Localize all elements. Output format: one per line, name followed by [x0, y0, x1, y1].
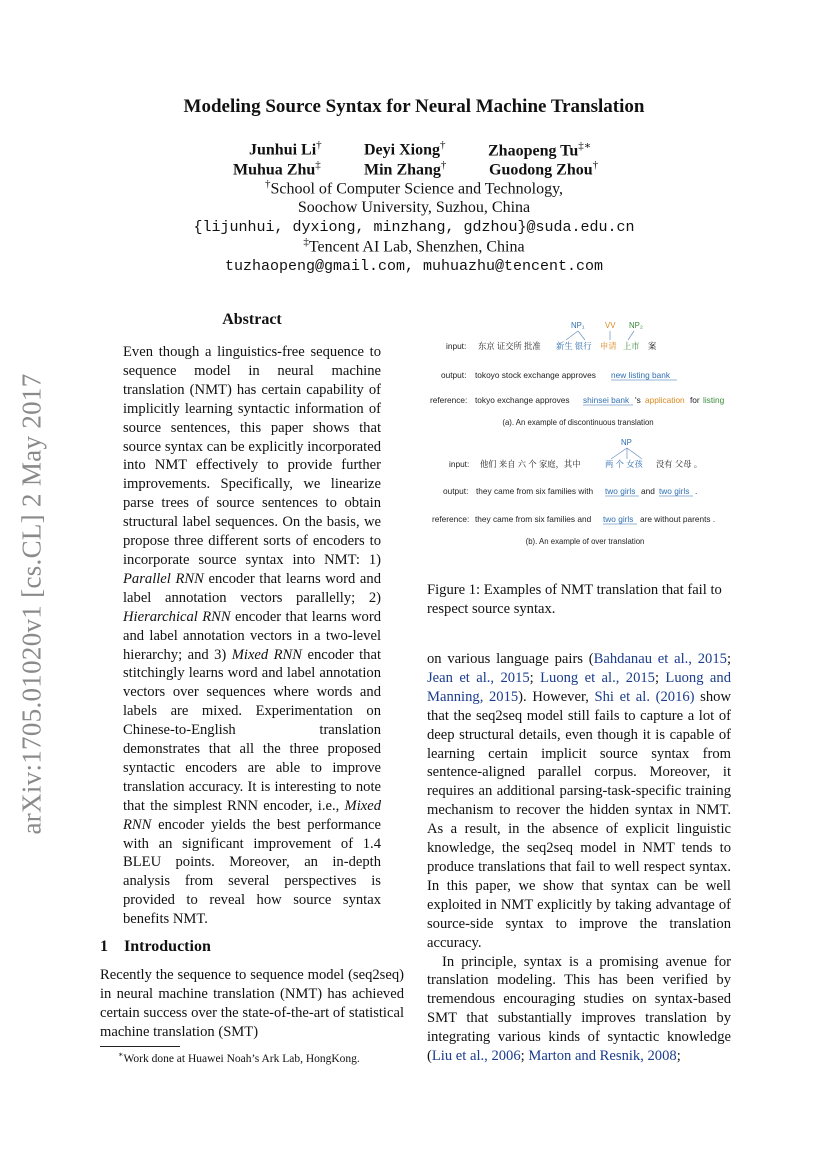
- reference-text: for: [690, 395, 700, 405]
- input-vv-span: 申请: [600, 341, 617, 351]
- figure-caption: Figure 1: Examples of NMT translation that fail to respect source syntax.: [427, 582, 722, 617]
- citation-link[interactable]: Luong and Manning, 2015: [427, 669, 731, 705]
- footnote-divider: [100, 1046, 180, 1047]
- reference-text: tokyo exchange approves: [475, 395, 570, 405]
- section-heading-introduction: 1 Introduction: [100, 938, 211, 955]
- input-source-text: 东京 证交所 批准: [478, 341, 541, 351]
- reference-vv-span: application: [645, 395, 685, 405]
- author-name: Muhua Zhu‡: [233, 159, 321, 179]
- reference-label: reference:: [432, 514, 470, 524]
- citation-link[interactable]: Bahdanau et al., 2015: [593, 651, 727, 667]
- introduction-text-continued: [427, 650, 731, 1066]
- input-np1-span: 新生 银行: [556, 341, 592, 351]
- citation-link[interactable]: Jean et al., 2015: [427, 669, 530, 686]
- affiliation-line: †School of Computer Science and Technology,: [264, 178, 564, 198]
- reference-np-span: two girls: [603, 514, 634, 524]
- footnote: ∗Work done at Huawei Noah’s Ark Lab, HongKong.: [118, 1050, 360, 1065]
- output-label: output:: [441, 370, 467, 380]
- paragraph: In principle, syntax is a promising avenue for translation modeling. This has been verified by tremendous encouraging studies on syntax-based SMT that substantially improves translation by integrating various kinds of syntactic knowledge (Liu et al., 2006; Marton and Resnik, 2008;: [427, 953, 731, 1065]
- citation-link[interactable]: Liu et al., 2006: [431, 1048, 521, 1065]
- reference-text: are without parents .: [640, 514, 716, 524]
- reference-text: they came from six families and: [475, 514, 592, 524]
- reference-np2-span: listing: [703, 395, 725, 405]
- vv-label: VV: [605, 321, 616, 330]
- citation-link[interactable]: Marton and Resnik, 2008: [528, 1048, 677, 1065]
- author-name: Junhui Li†: [249, 139, 322, 159]
- output-highlight: two girls: [605, 486, 636, 496]
- subfigure-caption: (b). An example of over translation: [525, 537, 645, 546]
- input-label: input:: [446, 341, 467, 351]
- output-label: output:: [443, 486, 469, 496]
- introduction-text: Recently the sequence to sequence model (seq2seq) in neural machine translation (NMT) has achieved certain success over the state-of-the-art of statistical machine translation (SMT): [100, 967, 404, 1040]
- arxiv-identifier-stamp: arXiv:1705.01020v1 [cs.CL] 2 May 2017: [16, 373, 47, 835]
- np2-label: NP₂: [629, 321, 643, 330]
- input-source-text: 没有 父母 。: [656, 459, 703, 469]
- abstract-text: Even though a linguistics-free sequence to sequence model in neural machine translation (NMT) has certain capability of implicitly learning syntactic information of source sentences, this paper shows that source syntax can be explicitly incorporated into NMT effectively to provide further improvements. Specifically, we linearize parse trees of source sentences to obtain structural label sequences. On the basis, we propose three different sorts of encoders to incorporate source syntax into NMT: 1) Parallel RNN encoder that learns word and label annotation vectors parallelly; 2) Hierarchical RNN encoder that learns word and label annotation vectors in a two-level hierarchy; and 3) Mixed RNN encoder that stitchingly learns word and label annotation vectors over sequences where words and labels are mixed. Experimentation on Chinese-to-English translation demonstrates that all the three proposed syntactic encoders are able to improve translation accuracy. It is interesting to note that the simplest RNN encoder, i.e., Mixed RNN encoder yields the best performance with an significant improvement of 1.4 BLEU points. Moreover, an in-depth analysis from several perspectives is provided to reveal how source syntax benefits NMT.: [123, 344, 382, 928]
- reference-text: 's: [635, 395, 641, 405]
- input-source-text: 他们 来自 六 个 家庭，其中: [480, 459, 581, 469]
- output-highlight: new listing bank: [611, 370, 671, 380]
- input-label: input:: [449, 459, 470, 469]
- citation-link[interactable]: Luong et al., 2015: [540, 669, 655, 686]
- input-source-text: 案: [648, 341, 657, 351]
- output-text: .: [695, 486, 698, 496]
- author-name: Zhaopeng Tu‡∗: [488, 140, 592, 160]
- author-name: Min Zhang†: [364, 159, 447, 179]
- affiliation-line: ‡Tencent AI Lab, Shenzhen, China: [303, 236, 525, 256]
- input-np-span: 两 个 女孩: [605, 459, 643, 469]
- output-text: tokoyo stock exchange approves: [475, 370, 596, 380]
- abstract-heading: Abstract: [222, 311, 282, 328]
- affiliation-email: tuzhaopeng@gmail.com, muhuazhu@tencent.com: [224, 258, 604, 275]
- input-np2-span: 上市: [623, 341, 640, 351]
- affiliation-email: {lijunhui, dyxiong, minzhang, gdzhou}@suda.edu.cn: [193, 219, 635, 236]
- tree-branches: [611, 448, 642, 459]
- paper-title: Modeling Source Syntax for Neural Machine Translation: [183, 96, 645, 117]
- author-name: Deyi Xiong†: [364, 139, 446, 159]
- reference-label: reference:: [430, 395, 468, 405]
- output-text: they came from six families with: [476, 486, 594, 496]
- tree-branches: [566, 331, 634, 340]
- subfigure-caption: (a). An example of discontinuous translation: [502, 418, 654, 427]
- np-label: NP: [621, 438, 632, 447]
- output-text: and: [641, 486, 655, 496]
- reference-np1-span: shinsei bank: [583, 395, 630, 405]
- citation-link[interactable]: Shi et al. (2016): [594, 688, 695, 705]
- np1-label: NP₁: [571, 321, 585, 330]
- affiliation-line: Soochow University, Suzhou, China: [297, 199, 531, 216]
- figure-1: [425, 314, 731, 554]
- author-name: Guodong Zhou†: [489, 159, 599, 179]
- paragraph: on various language pairs (Bahdanau et al., 2015; Jean et al., 2015; Luong et al., 2015; Luong and Manning, 2015). However, Shi et al. (2016) show that the seq2seq model still fails to capture a lot of deep structural details, even though it is capable of learning certain implicit source syntax from sentence-aligned parallel corpus. Moreover, it requires an additional parsing-task-specific training mechanism to recover the hidden syntax in NMT. As a result, in the absence of explicit linguistic knowledge, the seq2seq model in NMT tends to produce translations that fail to well respect syntax. In this paper, we show that syntax can be well exploited in NMT explicitly by taking advantage of source-side syntax to improve the translation accuracy.: [427, 651, 731, 951]
- output-highlight: two girls: [659, 486, 690, 496]
